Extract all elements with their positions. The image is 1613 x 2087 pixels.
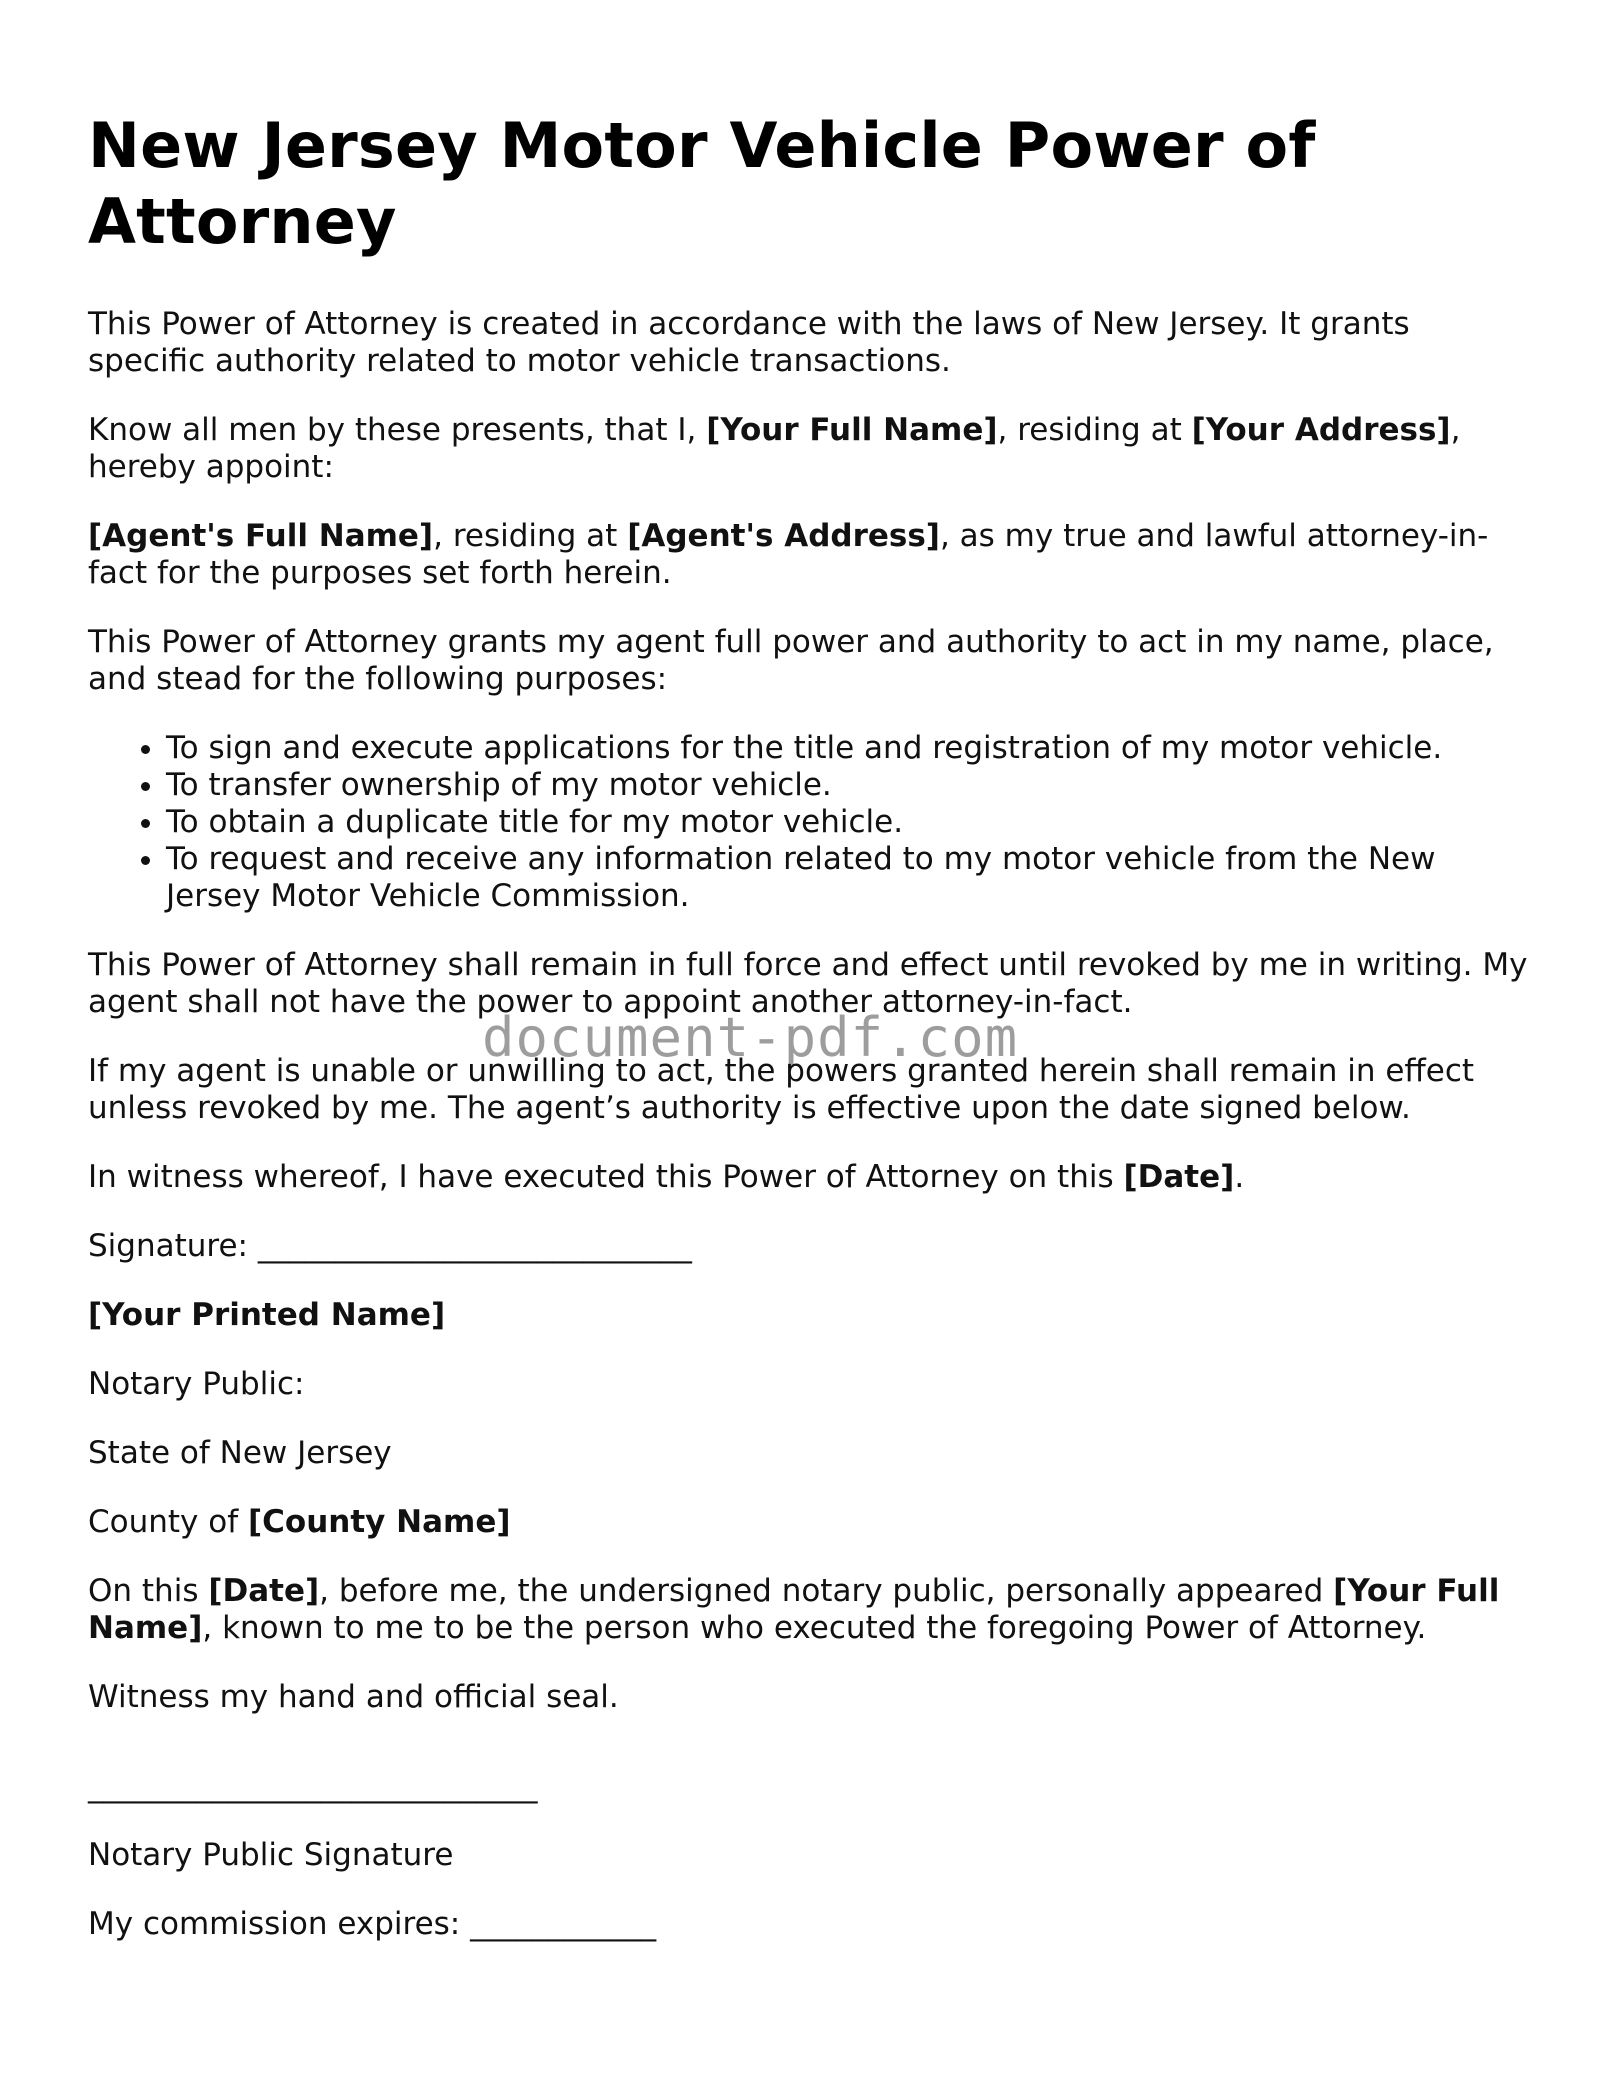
witness-text-1: In witness whereof, I have executed this Power of Attorney on this: [88, 1159, 1124, 1195]
witness-date-placeholder: [Date]: [1123, 1159, 1235, 1195]
purpose-item: • To request and receive any information related to my motor vehicle from the New Jersey Motor Vehicle Commission.: [166, 841, 1528, 915]
notary-label: Notary Public:: [88, 1366, 305, 1402]
inability-paragraph: If my agent is unable or unwilling to act, the powers granted herein shall remain in effect unless revoked by me. The agent’s authority is effective upon the date signed below.: [88, 1053, 1475, 1126]
notary-signature-label: Notary Public Signature: [88, 1837, 454, 1873]
county-name-placeholder: [County Name]: [248, 1504, 511, 1540]
principal-address-placeholder: [Your Address]: [1191, 412, 1451, 448]
seal-line: Witness my hand and official seal.: [88, 1679, 619, 1715]
purpose-item: • To sign and execute applications for the title and registration of my motor vehicle.: [166, 730, 1528, 767]
signature-line: Signature: ____________________________: [88, 1228, 692, 1264]
intro-paragraph: This Power of Attorney is created in accordance with the laws of New Jersey. It grants specific authority related to motor vehicle transactions.: [88, 306, 1410, 379]
agent-paragraph: [88, 518, 1528, 592]
purpose-item: • To obtain a duplicate title for my motor vehicle.: [166, 804, 1528, 841]
county-text: County of: [88, 1504, 248, 1540]
purposes-list: [88, 730, 1528, 915]
document-title: New Jersey Motor Vehicle Power of Attorney: [88, 109, 1316, 258]
duration-paragraph: This Power of Attorney shall remain in full force and effect until revoked by me in writing. My agent shall not have the power to appoint another attorney-in-fact.: [88, 947, 1528, 1020]
notary-signature-line: _____________________________: [88, 1768, 538, 1804]
ack-name-placeholder: [Your Full Name]: [88, 1573, 1500, 1646]
appointment-text-2: , residing at: [997, 412, 1192, 448]
watermark: document-pdf.com: [482, 1006, 1019, 1069]
ack-text-3: , known to me to be the person who executed the foregoing Power of Attorney.: [202, 1610, 1427, 1646]
witness-text-2: .: [1234, 1159, 1245, 1195]
document-page: [88, 108, 1528, 1975]
principal-name-placeholder: [Your Full Name]: [706, 412, 998, 448]
agent-text-2: , as my true and lawful attorney-in-fact for the purposes set forth herein.: [88, 518, 1489, 591]
ack-text-1: On this: [88, 1573, 209, 1609]
state-line: State of New Jersey: [88, 1435, 392, 1471]
acknowledgment-paragraph: [88, 1573, 1528, 1647]
printed-name-placeholder: [88, 1297, 1528, 1334]
ack-date-placeholder: [Date]: [208, 1573, 320, 1609]
purpose-item: • To transfer ownership of my motor vehicle.: [166, 767, 1528, 804]
grant-paragraph: This Power of Attorney grants my agent full power and authority to act in my name, place, and stead for the following purposes:: [88, 624, 1494, 697]
county-line: [88, 1504, 1528, 1541]
agent-text-1: , residing at: [433, 518, 628, 554]
agent-name-placeholder: [Agent's Full Name]: [88, 518, 434, 554]
commission-line: My commission expires: ____________: [88, 1906, 657, 1942]
printed-name-text: [Your Printed Name]: [88, 1297, 446, 1333]
appointment-text-1: Know all men by these presents, that I,: [88, 412, 707, 448]
appointment-paragraph: [88, 412, 1528, 486]
ack-text-2: , before me, the undersigned notary public, personally appeared: [319, 1573, 1334, 1609]
witness-paragraph: [88, 1159, 1528, 1196]
agent-address-placeholder: [Agent's Address]: [627, 518, 940, 554]
appointment-text-3: , hereby appoint:: [88, 412, 1461, 485]
spacer: [88, 1748, 1528, 1768]
